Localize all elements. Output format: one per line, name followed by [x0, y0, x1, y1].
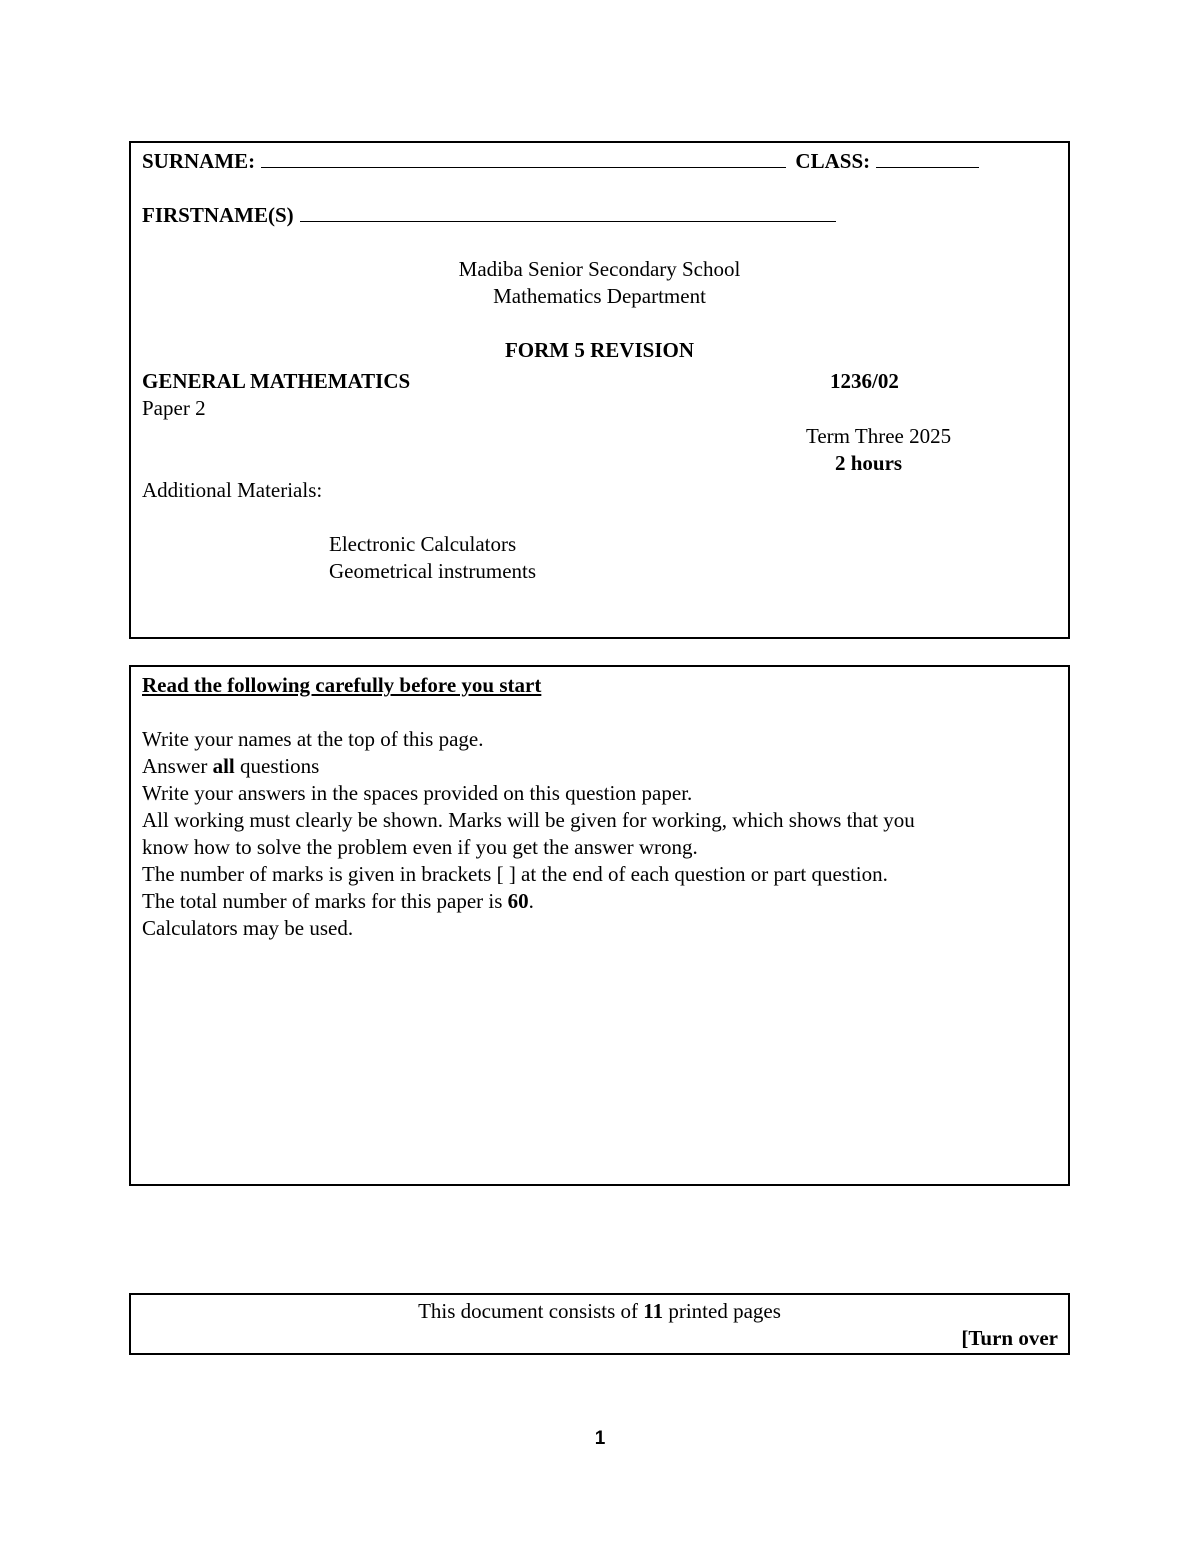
instructions-heading: Read the following carefully before you start — [142, 673, 542, 697]
firstname-row — [142, 202, 836, 229]
paper-code: 1236/02 — [830, 369, 899, 393]
page-count-text: printed pages — [663, 1299, 781, 1323]
materials-label: Additional Materials: — [142, 478, 323, 502]
class-label: CLASS: — [795, 149, 871, 173]
page-count-number: 11 — [643, 1299, 664, 1323]
instruction-line: The number of marks is given in brackets [ ] at the end of each question or part question. — [142, 862, 888, 886]
surname-blank[interactable] — [261, 150, 786, 168]
instruction-text: questions — [234, 754, 320, 778]
term-label: Term Three 2025 — [806, 424, 952, 448]
duration-label: 2 hours — [835, 451, 903, 475]
instruction-line: Calculators may be used. — [142, 916, 354, 940]
instruction-text: . — [528, 889, 534, 913]
instruction-text: The total number of marks for this paper is — [142, 889, 508, 913]
footer-box — [129, 1293, 1070, 1355]
department-name: Mathematics Department — [493, 284, 706, 308]
header-box — [129, 141, 1070, 639]
firstname-blank[interactable] — [300, 204, 836, 222]
instruction-line — [142, 753, 319, 780]
class-blank[interactable] — [876, 150, 979, 168]
instruction-emphasis: all — [212, 754, 235, 778]
school-name: Madiba Senior Secondary School — [458, 257, 741, 281]
page-number: 1 — [594, 1428, 606, 1449]
instruction-line: Write your names at the top of this page. — [142, 727, 484, 751]
exam-title: FORM 5 REVISION — [504, 338, 694, 362]
instruction-line: know how to solve the problem even if you get the answer wrong. — [142, 835, 698, 859]
surname-label: SURNAME: — [142, 149, 256, 173]
instruction-line — [142, 888, 534, 915]
surname-row — [142, 148, 979, 175]
page-count-text: This document consists of — [418, 1299, 644, 1323]
instruction-line: All working must clearly be shown. Marks will be given for working, which shows that you — [142, 808, 915, 832]
paper-number: Paper 2 — [142, 396, 206, 420]
material-item: Geometrical instruments — [329, 559, 537, 583]
firstname-label: FIRSTNAME(S) — [142, 203, 294, 227]
instruction-line: Write your answers in the spaces provided on this question paper. — [142, 781, 693, 805]
subject-title: GENERAL MATHEMATICS — [142, 369, 411, 393]
material-item: Electronic Calculators — [329, 532, 517, 556]
instruction-emphasis: 60 — [507, 889, 529, 913]
instructions-box — [129, 665, 1070, 1186]
turn-over-label: [Turn over — [961, 1326, 1058, 1350]
instruction-text: Answer — [142, 754, 213, 778]
page-count-note — [131, 1298, 1068, 1325]
